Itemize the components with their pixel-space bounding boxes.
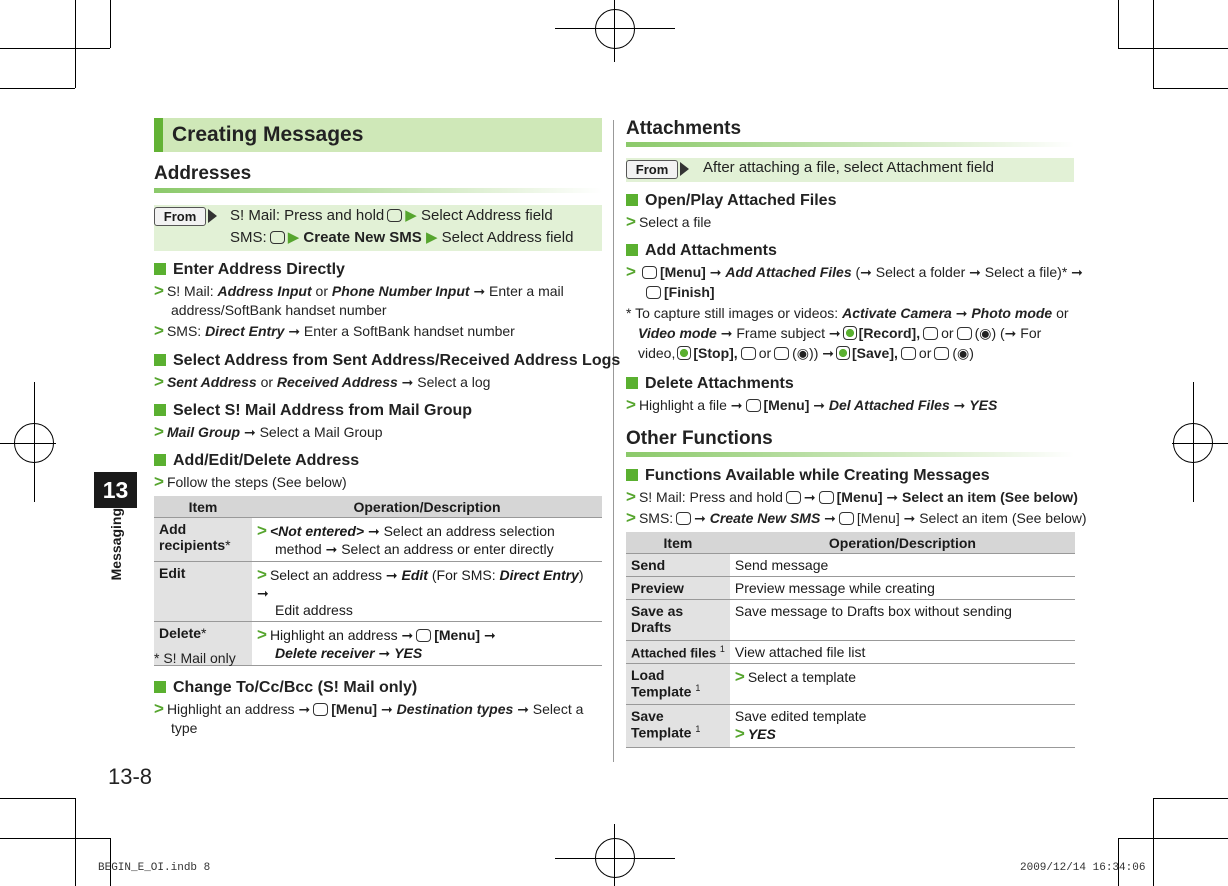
table-row [626,554,1075,577]
add-attachments-step: > [Menu] ➞ Add Attached Files (➞ Select a folder ➞ Select a file)* ➞ [626,262,1083,281]
heading-underline [626,452,1074,457]
menu-key-icon [416,629,431,642]
row-item: Load Template $^1$ [626,664,730,705]
square-bullet-icon [154,354,166,366]
table-row [154,562,602,622]
crop-mark [1118,0,1119,48]
capture-note-2: Video mode ➞ Frame subject ➞ [Record], or (◉) (➞ For [638,325,1042,341]
row-op: Save edited template > YES [730,705,1075,748]
side-key-icon [934,347,949,360]
row-op: Send message [730,554,1075,577]
crop-mark [0,88,75,89]
row-op: Save message to Drafts box without sending [730,600,1075,641]
row-item: Preview [626,577,730,600]
row-op: View attached file list [730,641,1075,664]
square-bullet-icon [154,454,166,466]
crop-mark [1153,798,1228,799]
attachments-heading: Attachments [626,118,742,139]
add-edit-title: Add/Edit/Delete Address [154,452,359,470]
row-op: > Select a template [730,664,1075,705]
from-tag: From [154,207,206,226]
row-item: Add recipients* [154,518,252,562]
menu-key-icon [839,512,854,525]
square-bullet-icon [154,681,166,693]
menu-key-icon [642,266,657,279]
functions-available-title: Functions Available while Creating Messages [626,467,990,485]
functions-step-2: > SMS: ➞ Create New SMS ➞ [Menu] ➞ Select an item (See below) [626,508,1087,527]
select-group-title: Select S! Mail Address from Mail Group [154,402,472,420]
square-bullet-icon [626,469,638,481]
addresses-from-box [154,205,602,251]
mail-key-icon [270,231,285,244]
side-key-icon [774,347,789,360]
from-arrow-icon [208,209,217,223]
menu-key-icon [819,491,834,504]
attachments-from-text: After attaching a file, select Attachment field [703,159,994,176]
mail-key-icon [646,286,661,299]
registration-circle [1173,423,1213,463]
enter-direct-title: Enter Address Directly [154,261,345,279]
row-item: Send [626,554,730,577]
col-item-header: Item [154,496,252,518]
table-row [626,600,1075,641]
row-op: > Select an address ➞ Edit (For SMS: Direct Entry) ➞ Edit address [252,562,602,622]
row-item: Save Template $^1$ [626,705,730,748]
section-title-bar [154,118,602,152]
center-key-icon [836,346,850,360]
functions-step-1: > S! Mail: Press and hold ➞ [Menu] ➞ Select an item (See below) [626,487,1078,506]
capture-note-1: * To capture still images or videos: Activate Camera ➞ Photo mode or [626,305,1069,321]
addresses-heading: Addresses [154,163,252,184]
chapter-number: 13 [94,472,137,508]
table-row [626,664,1075,705]
menu-key-icon [746,399,761,412]
crop-mark [1153,798,1154,886]
table-header-row [154,496,602,518]
crop-mark [1118,838,1228,839]
registration-circle [14,423,54,463]
square-bullet-icon [626,194,638,206]
mail-key-icon [786,491,801,504]
crop-mark [0,48,110,49]
attachments-from-box [626,158,1074,182]
square-bullet-icon [626,377,638,389]
address-operations-table [154,496,602,666]
table-header-row [626,532,1075,554]
row-op: Preview message while creating [730,577,1075,600]
table-row [626,577,1075,600]
other-functions-heading: Other Functions [626,428,773,449]
add-attachments-step-cont: [Finish] [643,284,715,300]
capture-note-3: video, [Stop], or (◉)) ➞ [Save], or (◉) [638,345,974,361]
crop-mark [75,0,76,88]
crop-mark [110,0,111,48]
from-tag: From [626,160,678,179]
crop-mark [0,838,110,839]
print-footer-right: 2009/12/14 16:34:06 [1020,862,1146,874]
zero-key-icon [901,347,916,360]
print-footer-left: BEGIN_E_OI.indb 8 [98,862,211,874]
select-group-step: > Mail Group ➞ Select a Mail Group [154,422,383,441]
heading-underline [626,142,1074,147]
row-item: Edit [154,562,252,622]
change-to-step-cont: type [171,720,198,736]
change-to-step: > Highlight an address ➞ [Menu] ➞ Destination types ➞ Select a [154,699,584,718]
row-op: > <Not entered> ➞ Select an address selection method ➞ Select an address or enter directly [252,518,602,562]
mail-key-icon [676,512,691,525]
registration-circle [595,9,635,49]
open-play-step: > Select a file [626,212,712,231]
enter-direct-step-2: > SMS: Direct Entry ➞ Enter a SoftBank handset number [154,321,515,340]
table-row [626,641,1075,664]
enter-direct-step-1: > S! Mail: Address Input or Phone Number Input ➞ Enter a mail [154,281,564,300]
mail-key-icon [387,209,402,222]
menu-key-icon [313,703,328,716]
from-arrow-icon [680,162,689,176]
select-logs-title: Select Address from Sent Address/Received Address Logs [154,352,620,370]
table-footnote: * S! Mail only [154,650,236,666]
enter-direct-step-1-cont: address/SoftBank handset number [171,302,387,318]
crop-mark [75,798,76,886]
registration-circle [595,838,635,878]
table-row [626,705,1075,748]
center-key-icon [843,326,857,340]
change-to-title: Change To/Cc/Bcc (S! Mail only) [154,679,417,697]
delete-attachments-title: Delete Attachments [626,375,794,393]
column-divider [613,120,614,762]
square-bullet-icon [626,244,638,256]
add-edit-step: > Follow the steps (See below) [154,472,347,491]
square-bullet-icon [154,404,166,416]
col-op-header: Operation/Description [730,532,1075,554]
page-number: 13-8 [108,764,153,789]
center-key-icon [677,346,691,360]
square-bullet-icon [154,263,166,275]
table-row [154,518,602,562]
add-attachments-title: Add Attachments [626,242,777,260]
title-accent [154,118,163,152]
crop-mark [1118,48,1228,49]
side-key-icon [957,327,972,340]
crop-mark [1153,0,1154,88]
heading-underline [154,188,602,193]
functions-table [626,532,1075,748]
col-item-header: Item [626,532,730,554]
open-play-title: Open/Play Attached Files [626,192,836,210]
zero-key-icon [741,347,756,360]
from-line-1: S! Mail: Press and hold ▶ Select Address field [230,207,553,224]
from-line-2: SMS: ▶ Create New SMS ▶ Select Address field [230,229,574,246]
row-item: Save as Drafts [626,600,730,641]
section-title: Creating Messages [172,123,364,146]
row-item: Delete* [154,622,252,666]
delete-attachments-step: > Highlight a file ➞ [Menu] ➞ Del Attached Files ➞ YES [626,395,998,414]
col-op-header: Operation/Description [252,496,602,518]
crop-mark [0,798,75,799]
crop-mark [1153,88,1228,89]
row-item: Attached files $^1$ [626,641,730,664]
chapter-name: Messaging [108,508,124,581]
select-logs-step: > Sent Address or Received Address ➞ Select a log [154,372,491,391]
zero-key-icon [923,327,938,340]
row-op: > Highlight an address ➞ [Menu] ➞ Delete receiver ➞ YES [252,622,602,666]
